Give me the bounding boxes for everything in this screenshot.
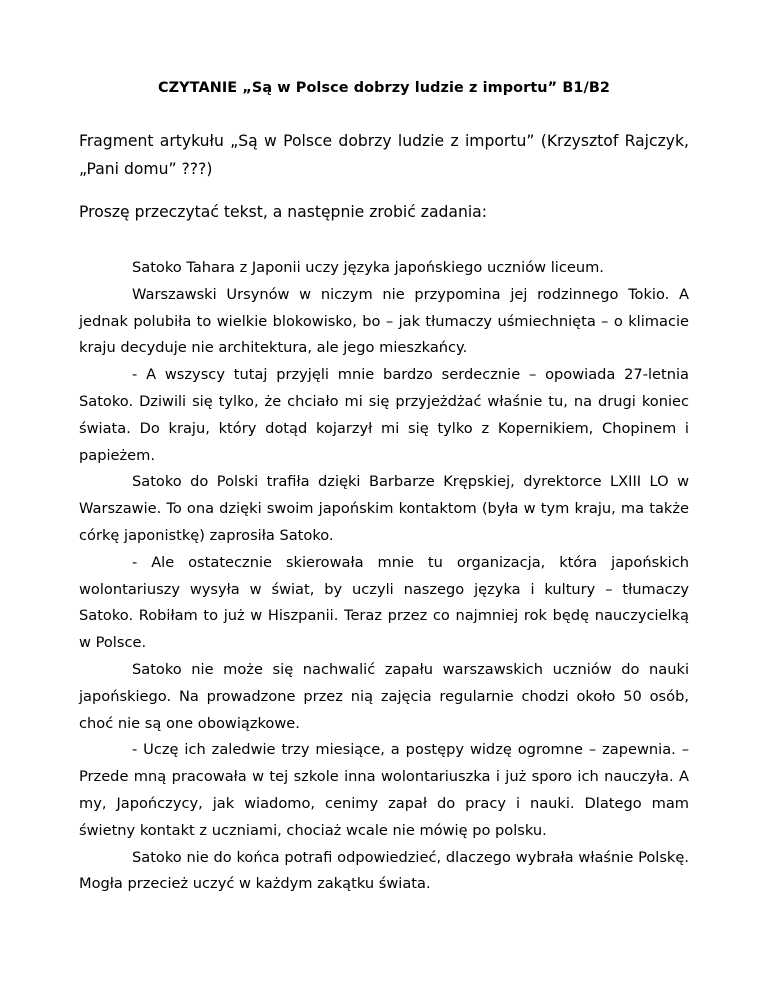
article-source-note: Fragment artykułu „Są w Polsce dobrzy ludzie z importu” (Krzysztof Rajczyk, „Pani domu” ???) <box>79 132 689 178</box>
article-paragraph: Satoko nie do końca potrafi odpowiedzieć, dlaczego wybrała właśnie Polskę. Mogła przecież uczyć w każdym zakątku świata. <box>79 848 689 893</box>
task-instruction: Proszę przeczytać tekst, a następnie zrobić zadania: <box>79 203 487 221</box>
article-paragraph: - Ale ostatecznie skierowała mnie tu organizacja, która japońskich wolontariuszy wysyła w świat, by uczyli naszego języka i kultury – tłumaczy Satoko. Robiłam to już w Hiszpanii. Teraz przez co najmniej rok będę nauczycielką w Polsce. <box>79 553 689 652</box>
article-paragraph: Satoko nie może się nachwalić zapału warszawskich uczniów do nauki japońskiego. Na prowadzone przez nią zajęcia regularnie chodzi około 50 osób, choć nie są one obowiązkowe. <box>79 660 689 732</box>
article-body <box>79 255 689 898</box>
article-paragraph: - A wszyscy tutaj przyjęli mnie bardzo serdecznie – opowiada 27-letnia Satoko. Dziwili się tylko, że chciało mi się przyjeżdżać właśnie tu, na drugi koniec świata. Do kraju, który dotąd kojarzył mi się tylko z Kopernikiem, Chopinem i papieżem. <box>79 366 689 464</box>
article-paragraph: - Uczę ich zaledwie trzy miesiące, a postępy widzę ogromne – zapewnia. – Przede mną pracowała w tej szkole inna wolontariuszka i już sporo ich nauczyła. A my, Japończycy, jak wiadomo, cenimy zapał do pracy i nauki. Dlatego mam świetny kontakt z uczniami, chociaż wcale nie mówię po polsku. <box>79 741 689 839</box>
article-paragraph: Satoko do Polski trafiła dzięki Barbarze Krępskiej, dyrektorce LXIII LO w Warszawie. To ona dzięki swoim japońskim kontaktom (była w tym kraju, ma także córkę japonistkę) zaprosiła Satoko. <box>79 473 689 544</box>
article-paragraph: Warszawski Ursynów w niczym nie przypomina jej rodzinnego Tokio. A jednak polubiła to wielkie blokowisko, bo – jak tłumaczy uśmiechnięta – o klimacie kraju decyduje nie architektura, ale jego mieszkańcy. <box>79 285 689 357</box>
document-title: CZYTANIE „Są w Polsce dobrzy ludzie z importu” B1/B2 <box>157 80 611 96</box>
article-paragraph: Satoko Tahara z Japonii uczy języka japońskiego uczniów liceum. <box>132 259 604 276</box>
